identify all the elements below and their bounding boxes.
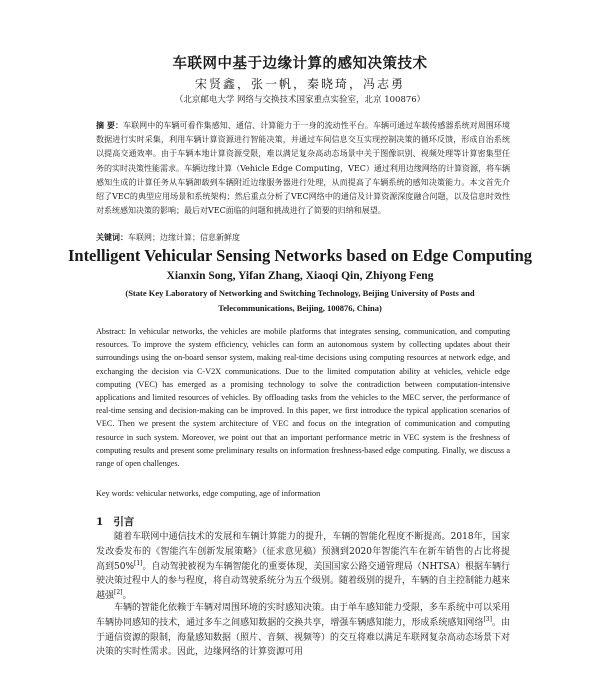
- section-title: 引言: [113, 516, 135, 528]
- para2-text-a: 车辆的智能化依赖于车辆对周围环境的实时感知决策。由于单车感知能力受限，多车系统中可以采用车辆协同感知的技术，通过多车之间感知数据的交换共享，增强车辆感知能力，形成系统感知网络: [96, 603, 511, 628]
- chinese-abstract: [96, 118, 510, 218]
- chinese-abstract-label: 摘 要：: [96, 120, 124, 130]
- para1-text-end: 。: [122, 591, 132, 602]
- citation-1: [1]: [134, 559, 143, 567]
- english-keywords-text: vehicular networks, edge computing, age of information: [136, 489, 321, 498]
- chinese-keywords-label: 关键词：: [96, 232, 128, 242]
- chinese-keywords: [96, 232, 510, 243]
- english-authors: Xianxin Song, Yifan Zhang, Xiaoqi Qin, Zhiyong Feng: [166, 270, 434, 282]
- english-title: Intelligent Vehicular Sensing Networks based on Edge Computing: [67, 246, 533, 265]
- intro-paragraph-2: [96, 601, 510, 660]
- chinese-affiliation: （北京邮电大学 网络与交换技术国家重点实验室，北京 100876）: [174, 95, 426, 105]
- citation-3: [3]: [483, 615, 492, 623]
- english-abstract-label: Abstract:: [96, 327, 127, 336]
- citation-2: [2]: [114, 589, 123, 597]
- para1-text-b: 。自动驾驶被视为车辆智能化的重要体现，美国国家公路交通管理局（NHTSA）根据车辆行驶决策过程中人的参与程度，将自动驾驶系统分为五个级别。随着级别的提升，车辆的自主控制能力越来越强: [96, 561, 511, 602]
- english-affiliation: (State Key Laboratory of Networking and Switching Technology, Beijing University of Posts and Telecommunications, Beijing, 100876, China): [125, 288, 475, 313]
- english-abstract-text: In vehicular networks, the vehicles are mobile platforms that integrates sensing, communication, and computing resources. To improve the system efficiency, vehicles can form an autonomous system by collecting updates about their surroundings using the on-board sensor system, making real-time decisions using computing resources at network edge, and exchanging the decision via C-V2X communications. Due to the limited computation ability at vehicles, vehicle edge computing (VEC) has emerged as a promising technology to solve the contradiction between computation-intensive applications and limited resources of vehicles. By offloading tasks from the vehicles to the MEC server, the performance of real-time sensing and decision-making can be improved. In this paper, we first introduce the typical application scenarios of VEC. Then we present the system architecture of VEC and focus on the integration of communication and computing resource in such system. Moreover, we point out that an important performance metric in VEC system is the freshness of computing results and present some preliminary results on information freshness-based edge computing. Finally, we discuss a range of open challenges.: [96, 327, 510, 469]
- para1-text-a: 随着车联网中通信技术的发展和车辆计算能力的提升，车辆的智能化程度不断提高。2018年，国家发改委发布的《智能汽车创新发展策略》（征求意见稿）预测到2020年智能汽车在新车销售的占比将提高到50%: [96, 532, 510, 572]
- english-keywords: [96, 489, 510, 498]
- english-abstract: [96, 325, 510, 470]
- chinese-keywords-text: 车联网；边缘计算；信息新鲜度: [128, 233, 240, 242]
- section-heading: [96, 514, 134, 529]
- para2-text-b: 。由于通信资源的限制，海量感知数据（照片、音频、视频等）的交互将难以满足车联网复杂高动态场景下对决策的实时性需求。因此，边缘网络的计算资源可用: [96, 617, 511, 658]
- english-keywords-label: Key words:: [96, 489, 134, 498]
- chinese-authors: 宋贤鑫，张一帆，秦晓琦，冯志勇: [194, 77, 405, 91]
- chinese-abstract-text: 车联网中的车辆可看作集感知、通信、计算能力于一身的流动性平台。车辆可通过车载传感器系统对周围环境数据进行实时采集，利用车辆计算资源进行智能决策，并通过车间信息交互实现控制决策的循环反馈，形成自治系统以提高交通效率。由于车辆本地计算资源受限，难以满足复杂高动态场景中关于图像识别、视频处理等计算密集型任务的实时决策性能需求。车辆边缘计算（Vehicle Edge Computing，VEC）通过利用边缘网络的计算资源，将车辆感知生成的计算任务从车辆卸载到车辆附近边缘服务器进行处理，从而提高了车辆系统的感知决策能力。本文首先介绍了VEC的典型应用场景和系统架构；然后重点分析了VEC网络中的通信及计算资源深度融合问题，以及信息时效性对系统感知决策的影响；最后对VEC面临的问题和挑战进行了简要的归纳和展望。: [96, 121, 510, 216]
- chinese-title: 车联网中基于边缘计算的感知决策技术: [172, 55, 428, 72]
- section-number: 1: [96, 516, 104, 528]
- intro-paragraph-1: [96, 530, 510, 604]
